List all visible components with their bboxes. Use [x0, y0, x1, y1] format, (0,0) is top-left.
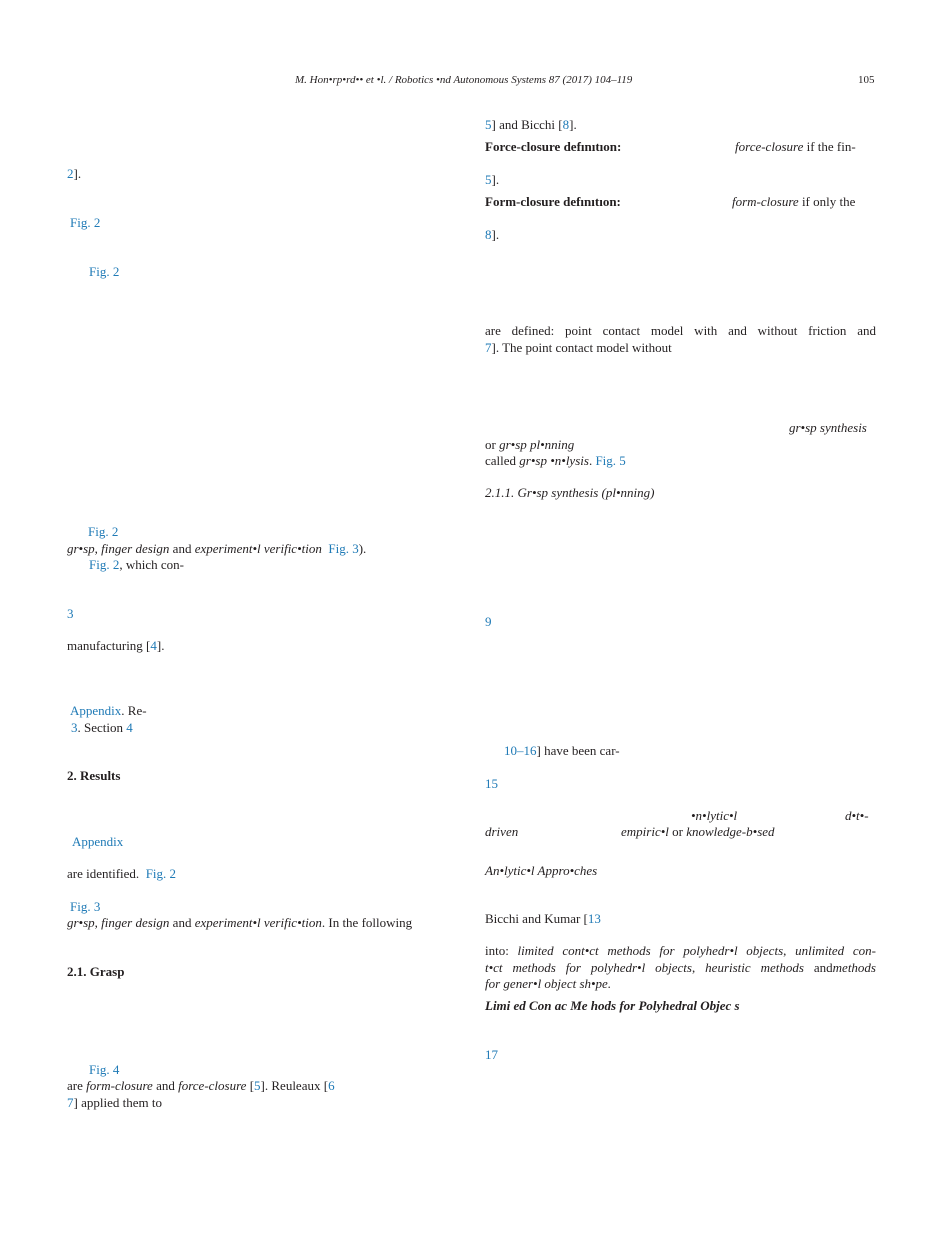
text: into: — [485, 943, 518, 958]
text: . In the following — [321, 915, 413, 930]
right-line-6: are defined: point contact model with and without friction and — [485, 323, 876, 338]
citation-link[interactable]: 9 — [485, 614, 492, 629]
text: . — [588, 453, 596, 468]
right-line-4-tail — [732, 194, 855, 210]
italic-text: empiric•l — [621, 824, 669, 839]
italic-text: knowledge-b•sed — [686, 824, 775, 839]
citation-link[interactable]: 7 — [67, 1095, 74, 1110]
right-line-12 — [485, 614, 492, 630]
left-line-1 — [67, 166, 81, 182]
citation-link[interactable]: 15 — [485, 776, 498, 791]
right-line-14 — [485, 776, 498, 792]
text: , — [94, 541, 102, 556]
text: ] applied them to — [73, 1095, 162, 1110]
left-line-6 — [89, 557, 184, 573]
text: , — [94, 915, 102, 930]
right-line-23 — [485, 1047, 498, 1063]
text: and — [169, 541, 195, 556]
page-number: 105 — [858, 74, 875, 86]
text: , — [691, 960, 706, 975]
text: and — [803, 960, 833, 975]
right-line-15b: d•t•- — [845, 808, 869, 823]
right-line-16b — [621, 824, 775, 840]
text: called — [485, 453, 520, 468]
italic-text: gr•sp — [67, 541, 95, 556]
figure-link[interactable]: Fig. 2 — [88, 524, 119, 539]
running-header: M. Hon•rp•rd•• et •l. / Robotics •nd Autonomous Systems 87 (2017) 104–119 — [295, 74, 633, 86]
text: ]. The point contact model without — [491, 340, 672, 355]
left-line-14 — [67, 915, 412, 931]
section-link[interactable]: 4 — [126, 720, 133, 735]
italic-text: heuristic methods — [705, 960, 804, 975]
italic-text: force-closure — [178, 1078, 247, 1093]
right-line-8: gr•sp synthesis — [789, 420, 867, 435]
left-line-13 — [70, 899, 100, 915]
right-line-13 — [504, 743, 620, 759]
text: manufacturing [ — [67, 638, 151, 653]
text: , which con- — [119, 557, 184, 572]
text: [ — [246, 1078, 255, 1093]
left-line-10 — [71, 720, 133, 736]
left-line-3 — [89, 264, 119, 280]
italic-text: limited cont•ct methods for polyhedr•l objects — [517, 943, 784, 958]
left-line-2 — [70, 215, 100, 231]
section-heading-grasp: 2.1. Grasp — [67, 964, 125, 979]
text: or — [485, 437, 500, 452]
citation-link[interactable]: 5 — [485, 117, 492, 132]
italic-text: experiment•l verific•tion — [194, 541, 322, 556]
citation-link[interactable]: 8 — [562, 117, 570, 132]
citation-link[interactable]: 10 — [504, 743, 517, 758]
citation-link[interactable]: 3 — [71, 720, 78, 735]
italic-text: unlimited con- — [795, 943, 876, 958]
text: ]. — [569, 117, 577, 132]
italic-text: finger design — [101, 915, 170, 930]
left-line-7 — [67, 606, 74, 622]
right-line-15a: •n•lytic•l — [691, 808, 738, 823]
right-line-2-tail — [735, 139, 856, 155]
right-line-3 — [485, 172, 499, 188]
citation-link[interactable]: 4 — [150, 638, 157, 653]
citation-link[interactable]: 16 — [523, 743, 537, 758]
left-line-15 — [89, 1062, 119, 1078]
italic-text: finger design — [101, 541, 170, 556]
text: ] have been car- — [536, 743, 620, 758]
left-line-4 — [88, 524, 118, 540]
italic-text: gr•sp pl•nning — [499, 437, 575, 452]
italic-text: t•ct methods for polyhedr•l objects — [485, 960, 692, 975]
left-line-11 — [72, 834, 123, 850]
right-line-21: for gener•l object sh•pe. — [485, 976, 612, 991]
italic-text: force-closure — [735, 139, 804, 154]
citation-link[interactable]: 2 — [67, 166, 74, 181]
left-line-9 — [70, 703, 147, 719]
appendix-link[interactable]: Appendix — [72, 834, 124, 849]
subsection-heading-grasp-synthesis: 2.1.1. Gr•sp synthesis (pl•nning) — [485, 485, 655, 500]
text: ]. — [156, 638, 165, 653]
right-line-19 — [485, 943, 876, 959]
text: if only the — [798, 194, 856, 209]
citation-link[interactable]: 17 — [485, 1047, 498, 1062]
right-line-20 — [485, 960, 876, 976]
figure-link[interactable]: Fig. 2 — [70, 215, 101, 230]
left-line-8 — [67, 638, 164, 654]
text: – — [517, 743, 524, 758]
citation-link[interactable]: 5 — [485, 172, 492, 187]
citation-link[interactable]: 5 — [254, 1078, 261, 1093]
figure-link[interactable]: Fig. 4 — [89, 1062, 120, 1077]
force-closure-definition-label: Force-closure defınıtıon: — [485, 139, 622, 154]
text: ] and Bicchi [ — [491, 117, 563, 132]
text: Bicchi and Kumar [ — [485, 911, 588, 926]
appendix-link[interactable]: Appendix — [70, 703, 122, 718]
citation-link[interactable]: 3 — [67, 606, 74, 621]
text: and — [152, 1078, 179, 1093]
text: . Re- — [121, 703, 147, 718]
citation-link[interactable]: 7 — [485, 340, 492, 355]
paragraph-heading-limited-contact: Limi ed Con ac Me hods for Polyhedral Objec s — [485, 998, 740, 1013]
italic-text: gr•sp •n•lysis — [519, 453, 589, 468]
right-line-5 — [485, 227, 499, 243]
citation-link[interactable]: 8 — [485, 227, 492, 242]
right-line-10 — [485, 453, 626, 469]
italic-text: gr•sp — [67, 915, 95, 930]
citation-link[interactable]: 6 — [328, 1078, 335, 1093]
right-line-9 — [485, 437, 574, 453]
figure-link[interactable]: Fig. 2 — [89, 264, 120, 279]
italic-text: experiment•l verific•tion — [194, 915, 322, 930]
right-line-7 — [485, 340, 672, 356]
text: and — [169, 915, 195, 930]
left-line-17 — [67, 1095, 162, 1111]
text: or — [668, 824, 687, 839]
text: ]. — [491, 172, 500, 187]
text: ]. Reuleaux [ — [260, 1078, 329, 1093]
text: ). — [358, 541, 367, 556]
text: ]. — [491, 227, 500, 242]
citation-link[interactable]: 13 — [587, 911, 601, 926]
form-closure-definition-label: Form-closure defınıtıon: — [485, 194, 621, 209]
italic-text: form-closure — [86, 1078, 153, 1093]
figure-link[interactable]: Fig. 3 — [328, 541, 359, 556]
italic-text: form-closure — [732, 194, 799, 209]
text: ]. — [73, 166, 82, 181]
figure-link[interactable]: Fig. 2 — [89, 557, 120, 572]
left-line-12 — [67, 866, 176, 882]
text: are identified. — [67, 866, 140, 881]
left-line-5 — [67, 541, 366, 557]
text: , — [783, 943, 796, 958]
right-line-17: An•lytic•l Appro•ches — [485, 863, 598, 878]
left-line-16 — [67, 1078, 335, 1094]
text: . Section — [77, 720, 127, 735]
figure-link[interactable]: Fig. 2 — [145, 866, 177, 881]
figure-link[interactable]: Fig. 3 — [70, 899, 101, 914]
text: are — [67, 1078, 87, 1093]
italic-text: methods — [832, 960, 876, 975]
text: if the fin- — [803, 139, 856, 154]
figure-link[interactable]: Fig. 5 — [595, 453, 626, 468]
section-heading-results: 2. Results — [67, 768, 121, 783]
right-line-16a: driven — [485, 824, 519, 839]
right-line-18 — [485, 911, 601, 927]
right-line-1 — [485, 117, 577, 133]
